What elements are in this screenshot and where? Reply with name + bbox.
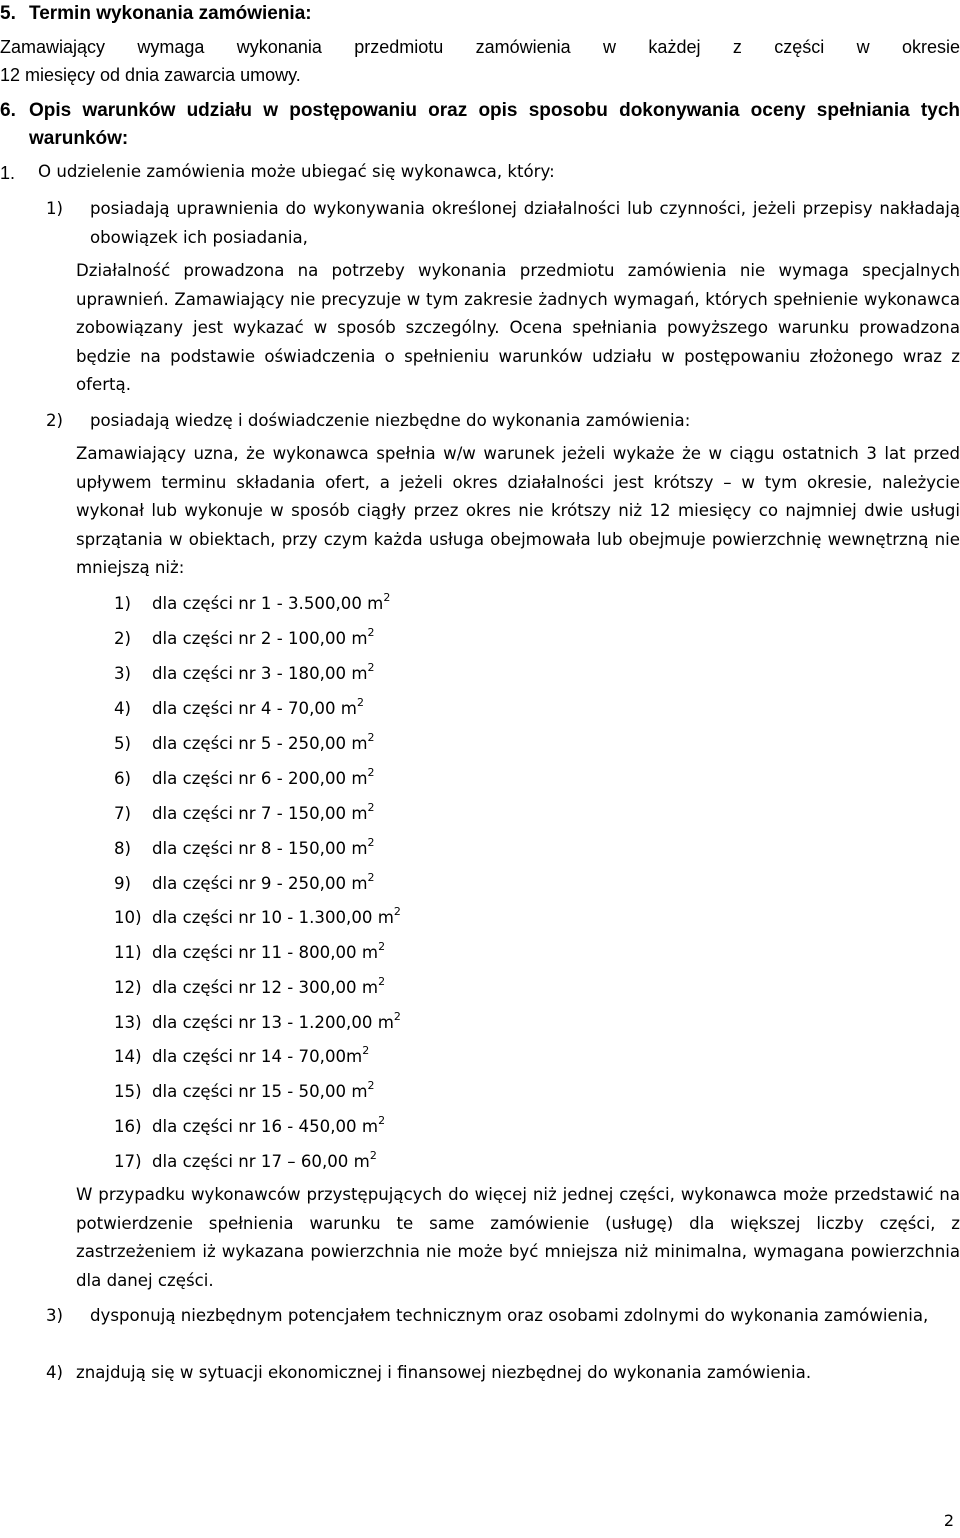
part-text: dla części nr 1 - 3.500,00 $m^2$ (152, 591, 391, 613)
part-number: 15) (114, 1082, 142, 1101)
part-number: 17) (114, 1152, 142, 1171)
section-6-number: 6. (0, 100, 16, 121)
part-number: 13) (114, 1013, 142, 1032)
part-text: dla części nr 8 - 150,00 $m^2$ (152, 836, 375, 858)
condition-2-note: W przypadku wykonawców przystępujących do więcej niż jednej części, wykonawca może przedstawić na potwierdzenie spełnienia warunku te same zamówienie (usługę) dla większej liczby części, z zastrzeżeniem iż wykazana powierzchnia nie może być mniejsza niż minimalna, wymagana powierzchnia dla danej części. (76, 1185, 960, 1290)
point-1-number: 1. (0, 163, 16, 183)
part-number: 4) (114, 699, 132, 718)
section-5-number: 5. (0, 3, 16, 24)
part-text: dla części nr 10 - 1.300,00 $m^2$ (152, 905, 401, 927)
part-text: dla części nr 7 - 150,00 $m^2$ (152, 801, 375, 823)
part-text: dla części nr 5 - 250,00 $m^2$ (152, 731, 375, 753)
section-5-line-2: 12 miesięcy od dnia zawarcia umowy. (0, 65, 301, 85)
part-number: 9) (114, 874, 132, 893)
condition-2-number: 2) (46, 411, 64, 430)
part-number: 16) (114, 1117, 142, 1136)
section-6-title: Opis warunków udziału w postępowaniu oraz opis sposobu dokonywania oceny spełniania tych warunków: (29, 100, 960, 149)
part-text: dla części nr 9 - 250,00 $m^2$ (152, 871, 375, 893)
part-text: dla części nr 13 - 1.200,00 $m^2$ (152, 1010, 401, 1032)
part-number: 8) (114, 839, 132, 858)
condition-3-number: 3) (46, 1306, 64, 1325)
part-number: 11) (114, 943, 142, 962)
part-number: 1) (114, 594, 132, 613)
condition-4-number: 4) (46, 1363, 64, 1382)
part-text: dla części nr 12 - 300,00 $m^2$ (152, 975, 386, 997)
part-text: dla części nr 4 - 70,00 $m^2$ (152, 696, 364, 718)
part-number: 6) (114, 769, 132, 788)
part-text: dla części nr 15 - 50,00 $m^2$ (152, 1079, 375, 1101)
part-text: dla części nr 6 - 200,00 $m^2$ (152, 766, 375, 788)
condition-2-text: posiadają wiedzę i doświadczenie niezbędne do wykonania zamówienia: (90, 411, 691, 430)
part-number: 5) (114, 734, 132, 753)
part-text: dla części nr 17 – 60,00 $m^2$ (152, 1149, 377, 1171)
part-text: dla części nr 3 - 180,00 $m^2$ (152, 661, 375, 683)
page-number: 2 (943, 1511, 954, 1530)
part-number: 12) (114, 978, 142, 997)
condition-4-text: znajdują się w sytuacji ekonomicznej i finansowej niezbędnej do wykonania zamówienia. (76, 1363, 812, 1382)
section-5-title: Termin wykonania zamówienia: (29, 3, 312, 24)
condition-3-text: dysponują niezbędnym potencjałem technicznym oraz osobami zdolnymi do wykonania zamówienia, (90, 1306, 929, 1325)
part-text: dla części nr 2 - 100,00 $m^2$ (152, 626, 375, 648)
condition-1-explanation: Działalność prowadzona na potrzeby wykonania przedmiotu zamówienia nie wymaga specjalnych uprawnień. Zamawiający nie precyzuje w tym zakresie żadnych wymagań, których spełnienie wykonawca zobowiązany jest wykazać w sposób szczególny. Ocena spełniania powyższego warunku prowadzona będzie na podstawie oświadczenia o spełnieniu warunków udziału w postępowaniu złożonego wraz z ofertą. (76, 261, 960, 395)
condition-2-explanation: Zamawiający uzna, że wykonawca spełnia w/w warunek jeżeli wykaże że w ciągu ostatnich 3 lat przed upływem terminu składania ofert, a jeżeli okres działalności jest krótszy – w tym okresie, należycie wykonał lub wykonuje w sposób ciągły przez okres nie krótszy niż 12 miesięcy co najmniej dwie usługi sprzątania w obiektach, przy czym każda usługa obejmowała lub obejmuje powierzchnię wewnętrzną nie mniejszą niż: (76, 444, 960, 578)
condition-1-number: 1) (46, 199, 64, 218)
part-text: dla części nr 11 - 800,00 $m^2$ (152, 940, 386, 962)
part-number: 2) (114, 629, 132, 648)
point-1-text: O udzielenie zamówienia może ubiegać się wykonawca, który: (38, 162, 555, 181)
part-number: 10) (114, 908, 142, 927)
part-text: dla części nr $14 - 70,00m^2$ (152, 1044, 370, 1066)
part-number: 3) (114, 664, 132, 683)
part-number: 14) (114, 1047, 142, 1066)
section-5-line-1: Zamawiający wymaga wykonania przedmiotu zamówienia w każdej z części w okresie (0, 37, 960, 57)
part-number: 7) (114, 804, 132, 823)
part-text: dla części nr 16 - 450,00 $m^2$ (152, 1114, 386, 1136)
condition-1-text: posiadają uprawnienia do wykonywania określonej działalności lub czynności, jeżeli przepisy nakładają obowiązek ich posiadania, (90, 199, 960, 247)
